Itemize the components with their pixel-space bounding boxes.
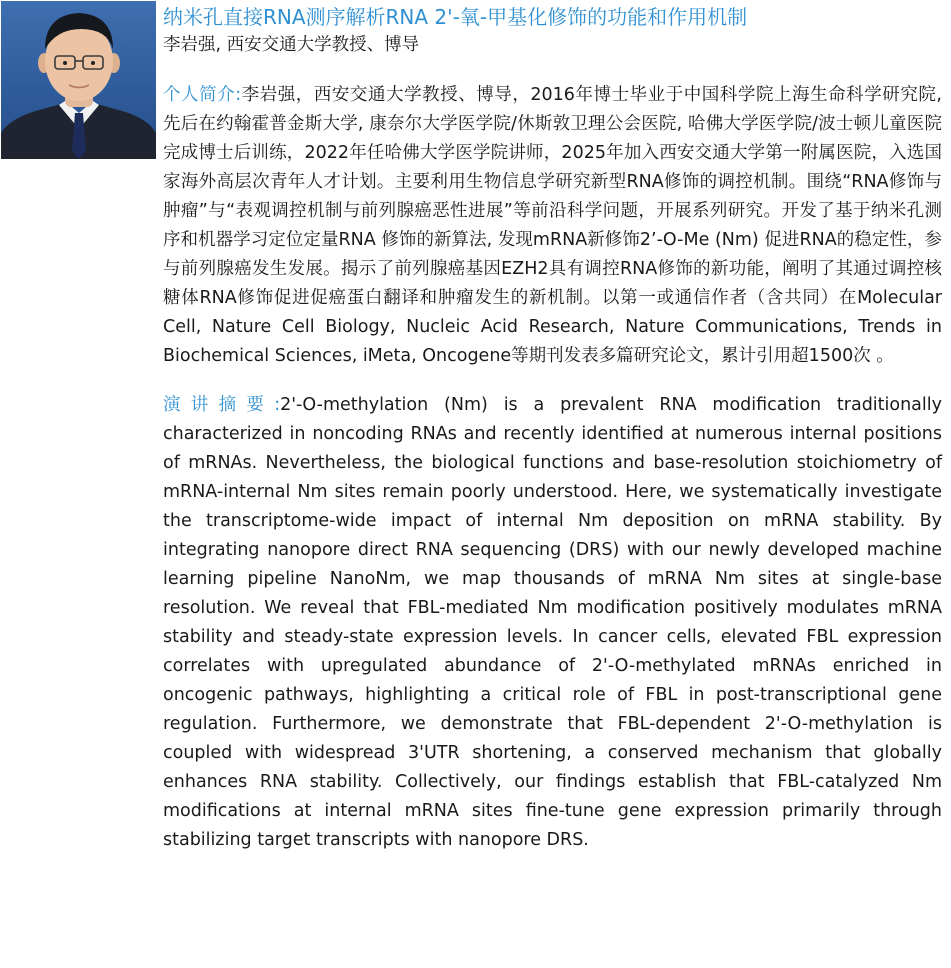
speaker-portrait-image	[1, 1, 156, 159]
talk-info	[163, 3, 942, 855]
talk-title: 纳米孔直接RNA测序解析RNA 2'-氧-甲基化修饰的功能和作用机制	[163, 5, 748, 29]
speaker-bio	[163, 81, 942, 371]
bio-text: 李岩强，西安交通大学教授、博导，2016年博士毕业于中国科学院上海生命科学研究院, 先后在约翰霍普金斯大学, 康奈尔大学医学院/休斯敦卫理公会医院, 哈佛大学医学院/波士顿儿童医院完成博士后训练，2022年任哈佛大学医学院讲师，2025年加入西安交通大学第一附属医院，入选国家海外高层次青年人才计划。主要利用生物信息学研究新型RNA修饰的调控机制。围绕“RNA修饰与肿瘤”与“表观调控机制与前列腺癌恶性进展”等前沿科学问题，开展系列研究。开发了基于纳米孔测序和机器学习定位定量RNA 修饰的新算法, 发现mRNA新修饰2’-O-Me (Nm) 促进RNA的稳定性，参与前列腺癌发生发展。揭示了前列腺癌基因EZH2具有调控RNA修饰的新功能，阐明了其通过调控核糖体RNA修饰促进促癌蛋白翻译和肿瘤发生的新机制。以第一或通信作者（含共同）在Molecular Cell, Nature Cell Biology, Nucleic Acid Research, Nature Communications, Trends in Biochemical Sciences, iMeta, Oncogene等期刊发表多篇研究论文，累计引用超1500次 。	[163, 85, 942, 366]
talk-abstract	[163, 391, 942, 855]
bio-label: 个人简介:	[163, 85, 242, 105]
abstract-label: 演讲摘要:	[163, 395, 281, 415]
speaker-photo	[1, 1, 156, 159]
abstract-text: 2'-O-methylation (Nm) is a prevalent RNA modification traditionally characterized in noncoding RNAs and recently identified at numerous internal positions of mRNAs. Nevertheless, the biological functions and base-resolution stoichiometry of mRNA-internal Nm sites remain poorly understood. Here, we systematically investigate the transcriptome-wide impact of internal Nm deposition on mRNA stability. By integrating nanopore direct RNA sequencing (DRS) with our newly developed machine learning pipeline NanoNm, we map thousands of mRNA Nm sites at single-base resolution. We reveal that FBL-mediated Nm modification positively modulates mRNA stability and steady-state expression levels. In cancer cells, elevated FBL expression correlates with upregulated abundance of 2'-O-methylated mRNAs enriched in oncogenic pathways, highlighting a critical role of FBL in post-transcriptional gene regulation. Furthermore, we demonstrate that FBL-dependent 2'-O-methylation is coupled with widespread 3'UTR shortening, a conserved mechanism that globally enhances RNA stability. Collectively, our findings establish that FBL-catalyzed Nm modifications at internal mRNA sites fine-tune gene expression primarily through stabilizing target transcripts with nanopore DRS.	[163, 395, 942, 850]
speaker-affiliation: 李岩强, 西安交通大学教授、博导	[163, 35, 420, 55]
